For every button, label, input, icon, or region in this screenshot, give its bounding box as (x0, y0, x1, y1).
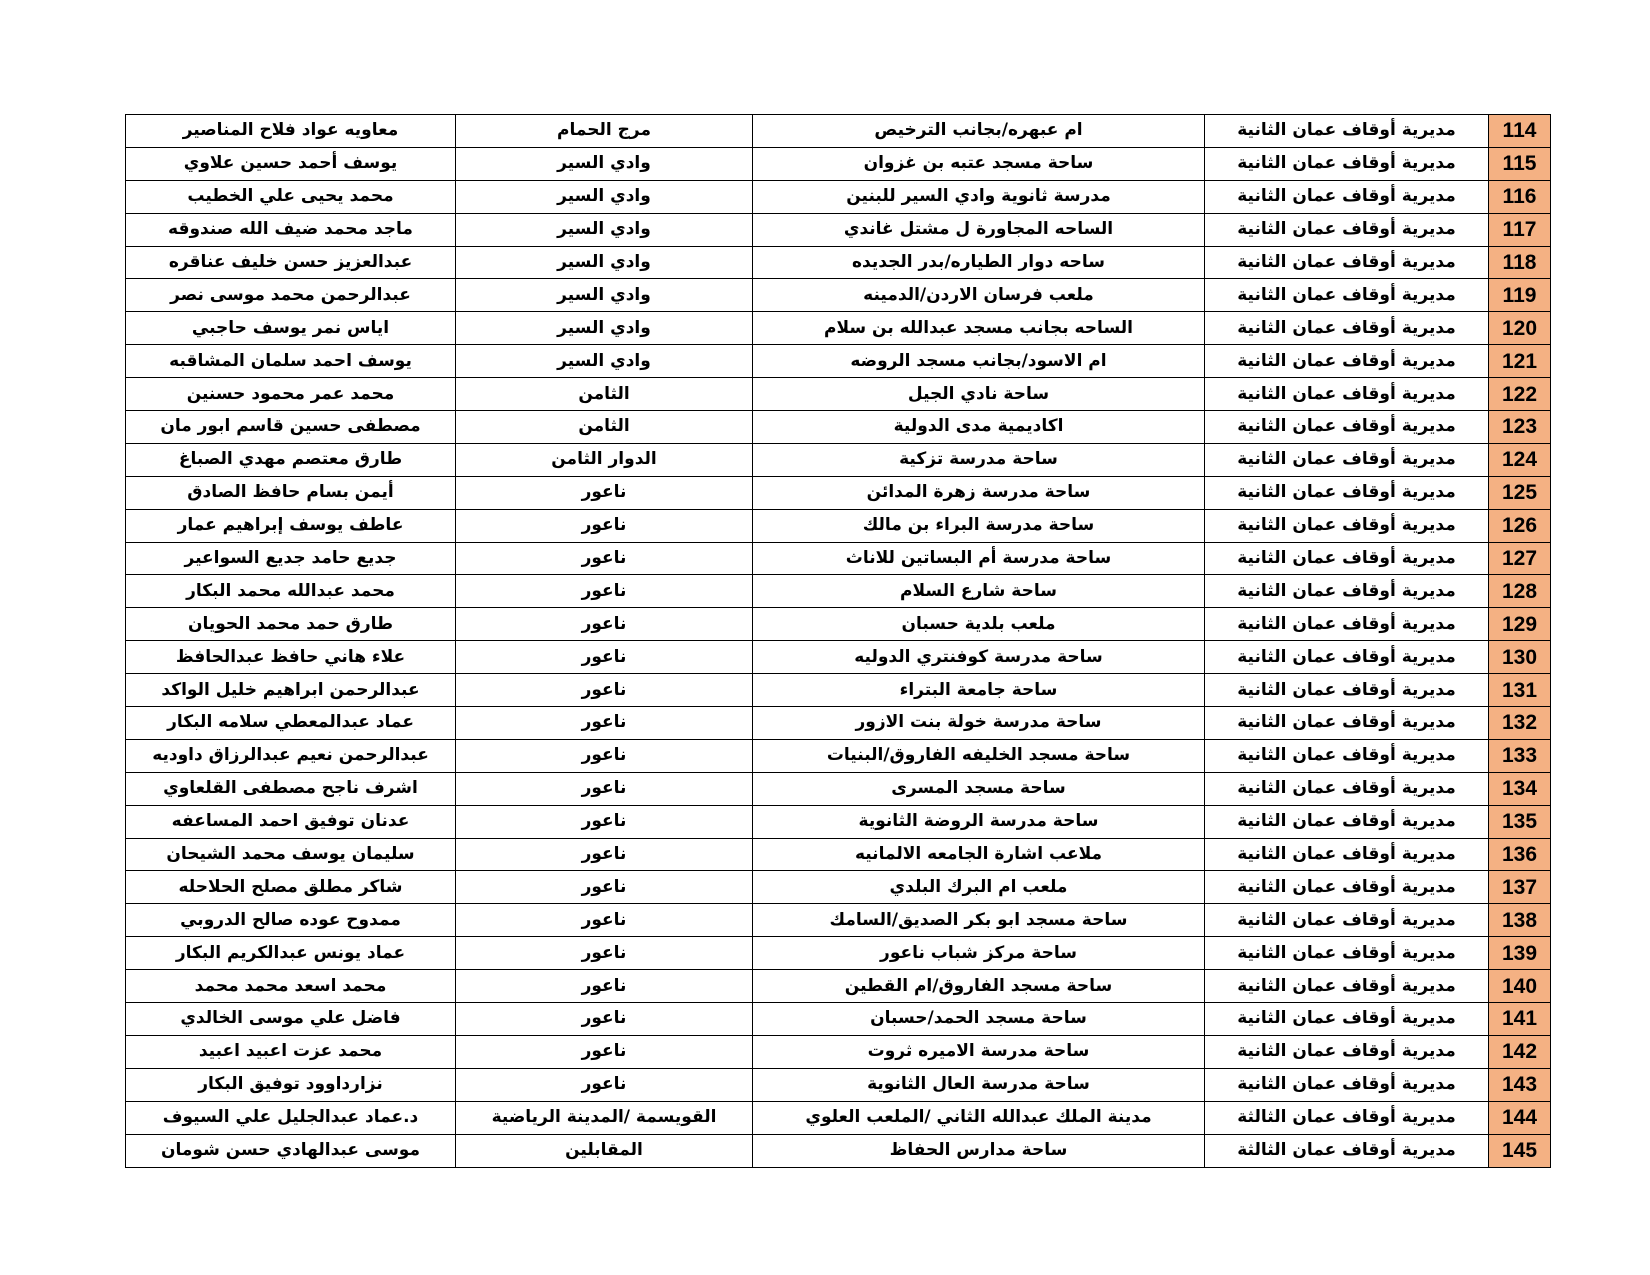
row-number-cell: 142 (1489, 1035, 1551, 1068)
table-row (126, 147, 1551, 180)
site-cell: ساحة مدرسة تزكية (753, 443, 1205, 476)
directorate-cell: مديرية أوقاف عمان الثانية (1205, 641, 1489, 674)
table-row (126, 1101, 1551, 1134)
row-number-cell: 136 (1489, 838, 1551, 871)
row-number-cell: 127 (1489, 542, 1551, 575)
row-number-cell: 116 (1489, 180, 1551, 213)
table-row (126, 542, 1551, 575)
directorate-cell: مديرية أوقاف عمان الثانية (1205, 509, 1489, 542)
table-row (126, 739, 1551, 772)
directorate-cell: مديرية أوقاف عمان الثانية (1205, 970, 1489, 1003)
site-cell: ساحة مدرسة خولة بنت الازور (753, 707, 1205, 740)
person-name-cell: شاكر مطلق مصلح الحلاحله (126, 871, 456, 904)
directorate-cell: مديرية أوقاف عمان الثانية (1205, 147, 1489, 180)
directorate-cell: مديرية أوقاف عمان الثانية (1205, 871, 1489, 904)
row-number-cell: 130 (1489, 641, 1551, 674)
row-number-cell: 138 (1489, 904, 1551, 937)
person-name-cell: محمد عبدالله محمد البكار (126, 575, 456, 608)
site-cell: ساحة مركز شباب ناعور (753, 937, 1205, 970)
site-cell: ساحة مدرسة الروضة الثانوية (753, 805, 1205, 838)
area-cell: ناعور (456, 1068, 753, 1101)
row-number-cell: 115 (1489, 147, 1551, 180)
area-cell: وادي السير (456, 246, 753, 279)
directorate-cell: مديرية أوقاف عمان الثانية (1205, 213, 1489, 246)
directorate-cell: مديرية أوقاف عمان الثانية (1205, 1003, 1489, 1036)
table-row (126, 575, 1551, 608)
area-cell: وادي السير (456, 279, 753, 312)
person-name-cell: يوسف أحمد حسين علاوي (126, 147, 456, 180)
table-row (126, 838, 1551, 871)
area-cell: ناعور (456, 707, 753, 740)
row-number-cell: 123 (1489, 411, 1551, 444)
person-name-cell: اشرف ناجح مصطفى القلعاوي (126, 772, 456, 805)
area-cell: ناعور (456, 1035, 753, 1068)
row-number-cell: 145 (1489, 1134, 1551, 1167)
person-name-cell: ممدوح عوده صالح الدروبي (126, 904, 456, 937)
directorate-cell: مديرية أوقاف عمان الثانية (1205, 312, 1489, 345)
table-row (126, 345, 1551, 378)
site-cell: ساحة مدرسة الاميره ثروت (753, 1035, 1205, 1068)
area-cell: ناعور (456, 838, 753, 871)
directorate-cell: مديرية أوقاف عمان الثانية (1205, 707, 1489, 740)
site-cell: مدينة الملك عبدالله الثاني /الملعب العلوي (753, 1101, 1205, 1134)
person-name-cell: طارق حمد محمد الحويان (126, 608, 456, 641)
row-number-cell: 141 (1489, 1003, 1551, 1036)
row-number-cell: 133 (1489, 739, 1551, 772)
area-cell: ناعور (456, 542, 753, 575)
person-name-cell: عبدالعزيز حسن خليف عناقره (126, 246, 456, 279)
row-number-cell: 132 (1489, 707, 1551, 740)
site-cell: ساحة نادي الجيل (753, 378, 1205, 411)
directorate-cell: مديرية أوقاف عمان الثانية (1205, 443, 1489, 476)
row-number-cell: 131 (1489, 674, 1551, 707)
site-cell: اكاديمية مدى الدولية (753, 411, 1205, 444)
directorate-cell: مديرية أوقاف عمان الثانية (1205, 904, 1489, 937)
directorate-cell: مديرية أوقاف عمان الثانية (1205, 246, 1489, 279)
site-cell: ساحة مسجد الخليفه الفاروق/البنيات (753, 739, 1205, 772)
person-name-cell: محمد اسعد محمد محمد (126, 970, 456, 1003)
person-name-cell: عبدالرحمن نعيم عبدالرزاق داوديه (126, 739, 456, 772)
area-cell: ناعور (456, 509, 753, 542)
table-row (126, 1134, 1551, 1167)
area-cell: مرج الحمام (456, 115, 753, 148)
table-row (126, 937, 1551, 970)
directorate-cell: مديرية أوقاف عمان الثانية (1205, 378, 1489, 411)
row-number-cell: 144 (1489, 1101, 1551, 1134)
site-cell: ساحة مسجد الحمد/حسبان (753, 1003, 1205, 1036)
site-cell: ساحة مدرسة أم البساتين للاناث (753, 542, 1205, 575)
directorate-cell: مديرية أوقاف عمان الثانية (1205, 937, 1489, 970)
site-cell: الساحه المجاورة ل مشتل غاندي (753, 213, 1205, 246)
person-name-cell: أيمن بسام حافظ الصادق (126, 476, 456, 509)
table-row (126, 411, 1551, 444)
row-number-cell: 114 (1489, 115, 1551, 148)
directorate-cell: مديرية أوقاف عمان الثانية (1205, 674, 1489, 707)
row-number-cell: 126 (1489, 509, 1551, 542)
site-cell: ام الاسود/بجانب مسجد الروضه (753, 345, 1205, 378)
site-cell: ملعب فرسان الاردن/الدمينه (753, 279, 1205, 312)
site-cell: ساحة شارع السلام (753, 575, 1205, 608)
area-cell: وادي السير (456, 180, 753, 213)
directorate-cell: مديرية أوقاف عمان الثانية (1205, 838, 1489, 871)
table-row (126, 213, 1551, 246)
directorate-cell: مديرية أوقاف عمان الثانية (1205, 180, 1489, 213)
area-cell: ناعور (456, 739, 753, 772)
person-name-cell: عدنان توفيق احمد المساعفه (126, 805, 456, 838)
row-number-cell: 128 (1489, 575, 1551, 608)
table-row (126, 608, 1551, 641)
site-cell: ساحة مسجد الفاروق/ام القطين (753, 970, 1205, 1003)
table-row (126, 180, 1551, 213)
table-row (126, 443, 1551, 476)
person-name-cell: عماد يونس عبدالكريم البكار (126, 937, 456, 970)
person-name-cell: معاويه عواد فلاح المناصير (126, 115, 456, 148)
area-cell: ناعور (456, 476, 753, 509)
table-row (126, 772, 1551, 805)
person-name-cell: سليمان يوسف محمد الشيحان (126, 838, 456, 871)
directorate-cell: مديرية أوقاف عمان الثانية (1205, 608, 1489, 641)
area-cell: ناعور (456, 970, 753, 1003)
directorate-cell: مديرية أوقاف عمان الثانية (1205, 575, 1489, 608)
person-name-cell: نزارداوود توفيق البكار (126, 1068, 456, 1101)
row-number-cell: 122 (1489, 378, 1551, 411)
table-row (126, 246, 1551, 279)
directorate-cell: مديرية أوقاف عمان الثانية (1205, 476, 1489, 509)
directorate-cell: مديرية أوقاف عمان الثانية (1205, 1068, 1489, 1101)
row-number-cell: 125 (1489, 476, 1551, 509)
area-cell: ناعور (456, 904, 753, 937)
area-cell: ناعور (456, 608, 753, 641)
area-cell: وادي السير (456, 312, 753, 345)
row-number-cell: 135 (1489, 805, 1551, 838)
table-row (126, 509, 1551, 542)
table-row (126, 1003, 1551, 1036)
site-cell: ساحة مسجد ابو بكر الصديق/السامك (753, 904, 1205, 937)
person-name-cell: عاطف يوسف إبراهيم عمار (126, 509, 456, 542)
site-cell: ساحة مدرسة البراء بن مالك (753, 509, 1205, 542)
directorate-cell: مديرية أوقاف عمان الثانية (1205, 805, 1489, 838)
directorate-cell: مديرية أوقاف عمان الثانية (1205, 542, 1489, 575)
person-name-cell: طارق معتصم مهدي الصباغ (126, 443, 456, 476)
site-cell: ساحة مدرسة كوفنتري الدوليه (753, 641, 1205, 674)
person-name-cell: جديع حامد جديع السواعير (126, 542, 456, 575)
directorate-cell: مديرية أوقاف عمان الثانية (1205, 115, 1489, 148)
site-cell: ملعب بلدية حسبان (753, 608, 1205, 641)
area-cell: ناعور (456, 1003, 753, 1036)
person-name-cell: عبدالرحمن ابراهيم خليل الواكد (126, 674, 456, 707)
row-number-cell: 124 (1489, 443, 1551, 476)
area-cell: الثامن (456, 411, 753, 444)
row-number-cell: 137 (1489, 871, 1551, 904)
person-name-cell: مصطفى حسين قاسم ابور مان (126, 411, 456, 444)
row-number-cell: 120 (1489, 312, 1551, 345)
table-row (126, 641, 1551, 674)
table-row (126, 871, 1551, 904)
person-name-cell: ماجد محمد ضيف الله صندوقه (126, 213, 456, 246)
area-cell: ناعور (456, 641, 753, 674)
table-row (126, 707, 1551, 740)
table-row (126, 476, 1551, 509)
person-name-cell: فاضل علي موسى الخالدي (126, 1003, 456, 1036)
directorate-cell: مديرية أوقاف عمان الثانية (1205, 772, 1489, 805)
person-name-cell: عبدالرحمن محمد موسى نصر (126, 279, 456, 312)
directorate-cell: مديرية أوقاف عمان الثانية (1205, 1035, 1489, 1068)
person-name-cell: محمد يحيى علي الخطيب (126, 180, 456, 213)
area-cell: وادي السير (456, 213, 753, 246)
site-cell: ساحة مدرسة العال الثانوية (753, 1068, 1205, 1101)
area-cell: القويسمة /المدينة الرياضية (456, 1101, 753, 1134)
area-cell: الدوار الثامن (456, 443, 753, 476)
site-cell: ساحة مدرسة زهرة المدائن (753, 476, 1205, 509)
site-cell: ساحة جامعة البتراء (753, 674, 1205, 707)
row-number-cell: 117 (1489, 213, 1551, 246)
table-row (126, 904, 1551, 937)
row-number-cell: 134 (1489, 772, 1551, 805)
site-cell: الساحه بجانب مسجد عبدالله بن سلام (753, 312, 1205, 345)
area-cell: ناعور (456, 575, 753, 608)
directorate-cell: مديرية أوقاف عمان الثانية (1205, 279, 1489, 312)
row-number-cell: 118 (1489, 246, 1551, 279)
area-cell: وادي السير (456, 147, 753, 180)
table-row (126, 378, 1551, 411)
table-row (126, 970, 1551, 1003)
row-number-cell: 121 (1489, 345, 1551, 378)
directorate-cell: مديرية أوقاف عمان الثانية (1205, 411, 1489, 444)
site-cell: ساحة مسجد عتبه بن غزوان (753, 147, 1205, 180)
table-row (126, 1068, 1551, 1101)
area-cell: ناعور (456, 674, 753, 707)
site-cell: مدرسة ثانوية وادي السير للبنين (753, 180, 1205, 213)
site-cell: ام عبهره/بجانب الترخيص (753, 115, 1205, 148)
site-cell: ساحة مسجد المسرى (753, 772, 1205, 805)
site-cell: ساحة مدارس الحفاظ (753, 1134, 1205, 1167)
table-row (126, 674, 1551, 707)
area-cell: الثامن (456, 378, 753, 411)
person-name-cell: محمد عمر محمود حسنين (126, 378, 456, 411)
site-cell: ملاعب اشارة الجامعه الالمانيه (753, 838, 1205, 871)
area-cell: وادي السير (456, 345, 753, 378)
area-cell: ناعور (456, 805, 753, 838)
table-body (126, 115, 1551, 1168)
area-cell: ناعور (456, 871, 753, 904)
area-cell: المقابلين (456, 1134, 753, 1167)
person-name-cell: اياس نمر يوسف حاجبي (126, 312, 456, 345)
table-row (126, 312, 1551, 345)
person-name-cell: د.عماد عبدالجليل علي السيوف (126, 1101, 456, 1134)
table-row (126, 1035, 1551, 1068)
site-cell: ملعب ام البرك البلدي (753, 871, 1205, 904)
directorate-cell: مديرية أوقاف عمان الثانية (1205, 739, 1489, 772)
row-number-cell: 129 (1489, 608, 1551, 641)
row-number-cell: 119 (1489, 279, 1551, 312)
table-row (126, 279, 1551, 312)
person-name-cell: عماد عبدالمعطي سلامه البكار (126, 707, 456, 740)
person-name-cell: يوسف احمد سلمان المشاقبه (126, 345, 456, 378)
directorate-cell: مديرية أوقاف عمان الثانية (1205, 345, 1489, 378)
area-cell: ناعور (456, 772, 753, 805)
directorate-cell: مديرية أوقاف عمان الثالثة (1205, 1134, 1489, 1167)
directorate-cell: مديرية أوقاف عمان الثالثة (1205, 1101, 1489, 1134)
person-name-cell: محمد عزت اعبيد اعبيد (126, 1035, 456, 1068)
row-number-cell: 143 (1489, 1068, 1551, 1101)
table-row (126, 115, 1551, 148)
site-cell: ساحه دوار الطياره/بدر الجديده (753, 246, 1205, 279)
person-name-cell: موسى عبدالهادي حسن شومان (126, 1134, 456, 1167)
person-name-cell: علاء هاني حافظ عبدالحافظ (126, 641, 456, 674)
area-cell: ناعور (456, 937, 753, 970)
allocation-table (125, 114, 1551, 1168)
table-row (126, 805, 1551, 838)
row-number-cell: 139 (1489, 937, 1551, 970)
row-number-cell: 140 (1489, 970, 1551, 1003)
